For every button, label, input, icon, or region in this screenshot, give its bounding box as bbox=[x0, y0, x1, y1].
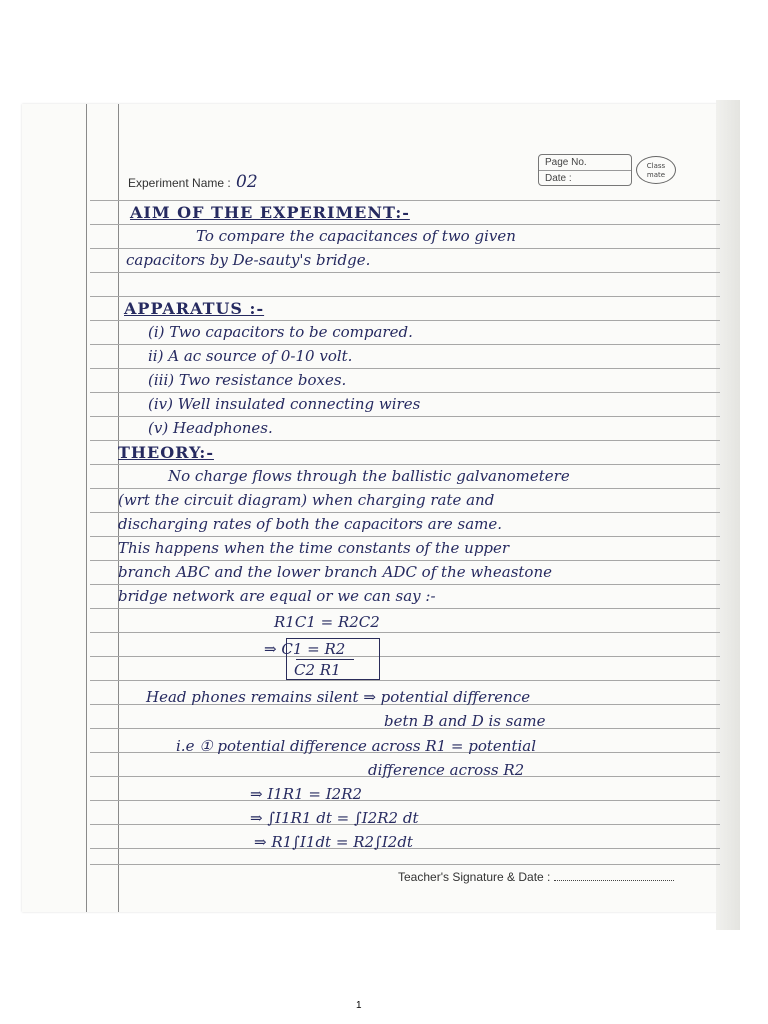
experiment-name-value: 02 bbox=[236, 172, 258, 192]
ruled-line bbox=[90, 272, 720, 273]
theory-line-9: i.e ① potential difference across R1 = potential bbox=[176, 737, 537, 755]
page-no-label: Page No. bbox=[539, 155, 631, 171]
aim-line-2: capacitors by De-sauty's bridge. bbox=[126, 251, 371, 269]
ruled-line bbox=[90, 584, 720, 585]
theory-heading: THEORY:- bbox=[118, 443, 214, 462]
theory-line-3: discharging rates of both the capacitors are same. bbox=[118, 515, 503, 533]
theory-line-5: branch ABC and the lower branch ADC of the wheastone bbox=[118, 563, 552, 581]
signature-dotted-line bbox=[554, 880, 674, 881]
ruled-line bbox=[90, 536, 720, 537]
theory-line-7: Head phones remains silent ⇒ potential difference bbox=[146, 688, 531, 706]
teacher-signature-field bbox=[398, 870, 674, 884]
aim-heading: AIM OF THE EXPERIMENT:- bbox=[130, 203, 410, 222]
svg-text:Class: Class bbox=[646, 162, 666, 170]
ruled-line bbox=[90, 392, 720, 393]
ruled-line bbox=[90, 296, 720, 297]
svg-text:mate: mate bbox=[646, 171, 666, 179]
equation-integral-1: ⇒ ∫I1R1 dt = ∫I2R2 dt bbox=[250, 809, 419, 827]
ruled-line bbox=[90, 680, 720, 681]
theory-line-10: difference across R2 bbox=[368, 761, 525, 779]
teacher-signature-label: Teacher's Signature & Date : bbox=[398, 870, 551, 884]
ruled-line bbox=[90, 368, 720, 369]
theory-line-8: betn B and D is same bbox=[384, 712, 546, 730]
fraction-bar bbox=[296, 659, 354, 660]
equation-ratio-numerator: ⇒ C1 = R2 bbox=[264, 640, 346, 658]
aim-line-1: To compare the capacitances of two given bbox=[196, 227, 516, 245]
apparatus-item-3: (iii) Two resistance boxes. bbox=[148, 371, 347, 389]
ruled-line bbox=[90, 200, 720, 201]
experiment-name-label: Experiment Name : bbox=[128, 176, 231, 190]
ruled-line bbox=[90, 416, 720, 417]
equation-integral-2: ⇒ R1∫I1dt = R2∫I2dt bbox=[254, 833, 413, 851]
ruled-line bbox=[90, 344, 720, 345]
ruled-line bbox=[90, 656, 720, 657]
theory-line-4: This happens when the time constants of the upper bbox=[118, 539, 510, 557]
page-date-box bbox=[538, 154, 632, 186]
equation-currents: ⇒ I1R1 = I2R2 bbox=[250, 785, 363, 803]
classmate-logo-icon bbox=[637, 157, 675, 183]
ruled-line bbox=[90, 488, 720, 489]
ruled-line bbox=[90, 464, 720, 465]
ruled-line bbox=[90, 248, 720, 249]
theory-line-1: No charge flows through the ballistic galvanometere bbox=[168, 467, 570, 485]
apparatus-item-1: (i) Two capacitors to be compared. bbox=[148, 323, 413, 341]
margin-line-left bbox=[86, 104, 87, 912]
apparatus-item-5: (v) Headphones. bbox=[148, 419, 273, 437]
ruled-line bbox=[90, 864, 720, 865]
equation-time-constants: R1C1 = R2C2 bbox=[274, 613, 380, 631]
apparatus-item-2: ii) A ac source of 0-10 volt. bbox=[148, 347, 353, 365]
brand-logo bbox=[636, 156, 676, 184]
page-number: 1 bbox=[356, 1000, 362, 1011]
ruled-line bbox=[90, 608, 720, 609]
ruled-line bbox=[90, 224, 720, 225]
apparatus-item-4: (iv) Well insulated connecting wires bbox=[148, 395, 421, 413]
ruled-line bbox=[90, 560, 720, 561]
ruled-line bbox=[90, 512, 720, 513]
ruled-line bbox=[90, 632, 720, 633]
apparatus-heading: APPARATUS :- bbox=[124, 299, 265, 318]
ruled-line bbox=[90, 440, 720, 441]
ruled-line bbox=[90, 320, 720, 321]
theory-line-6: bridge network are equal or we can say :- bbox=[118, 587, 436, 605]
theory-line-2: (wrt the circuit diagram) when charging rate and bbox=[118, 491, 495, 509]
ruled-line bbox=[90, 800, 720, 801]
equation-ratio-denominator: C2 R1 bbox=[294, 661, 341, 679]
date-label: Date : bbox=[545, 173, 572, 184]
